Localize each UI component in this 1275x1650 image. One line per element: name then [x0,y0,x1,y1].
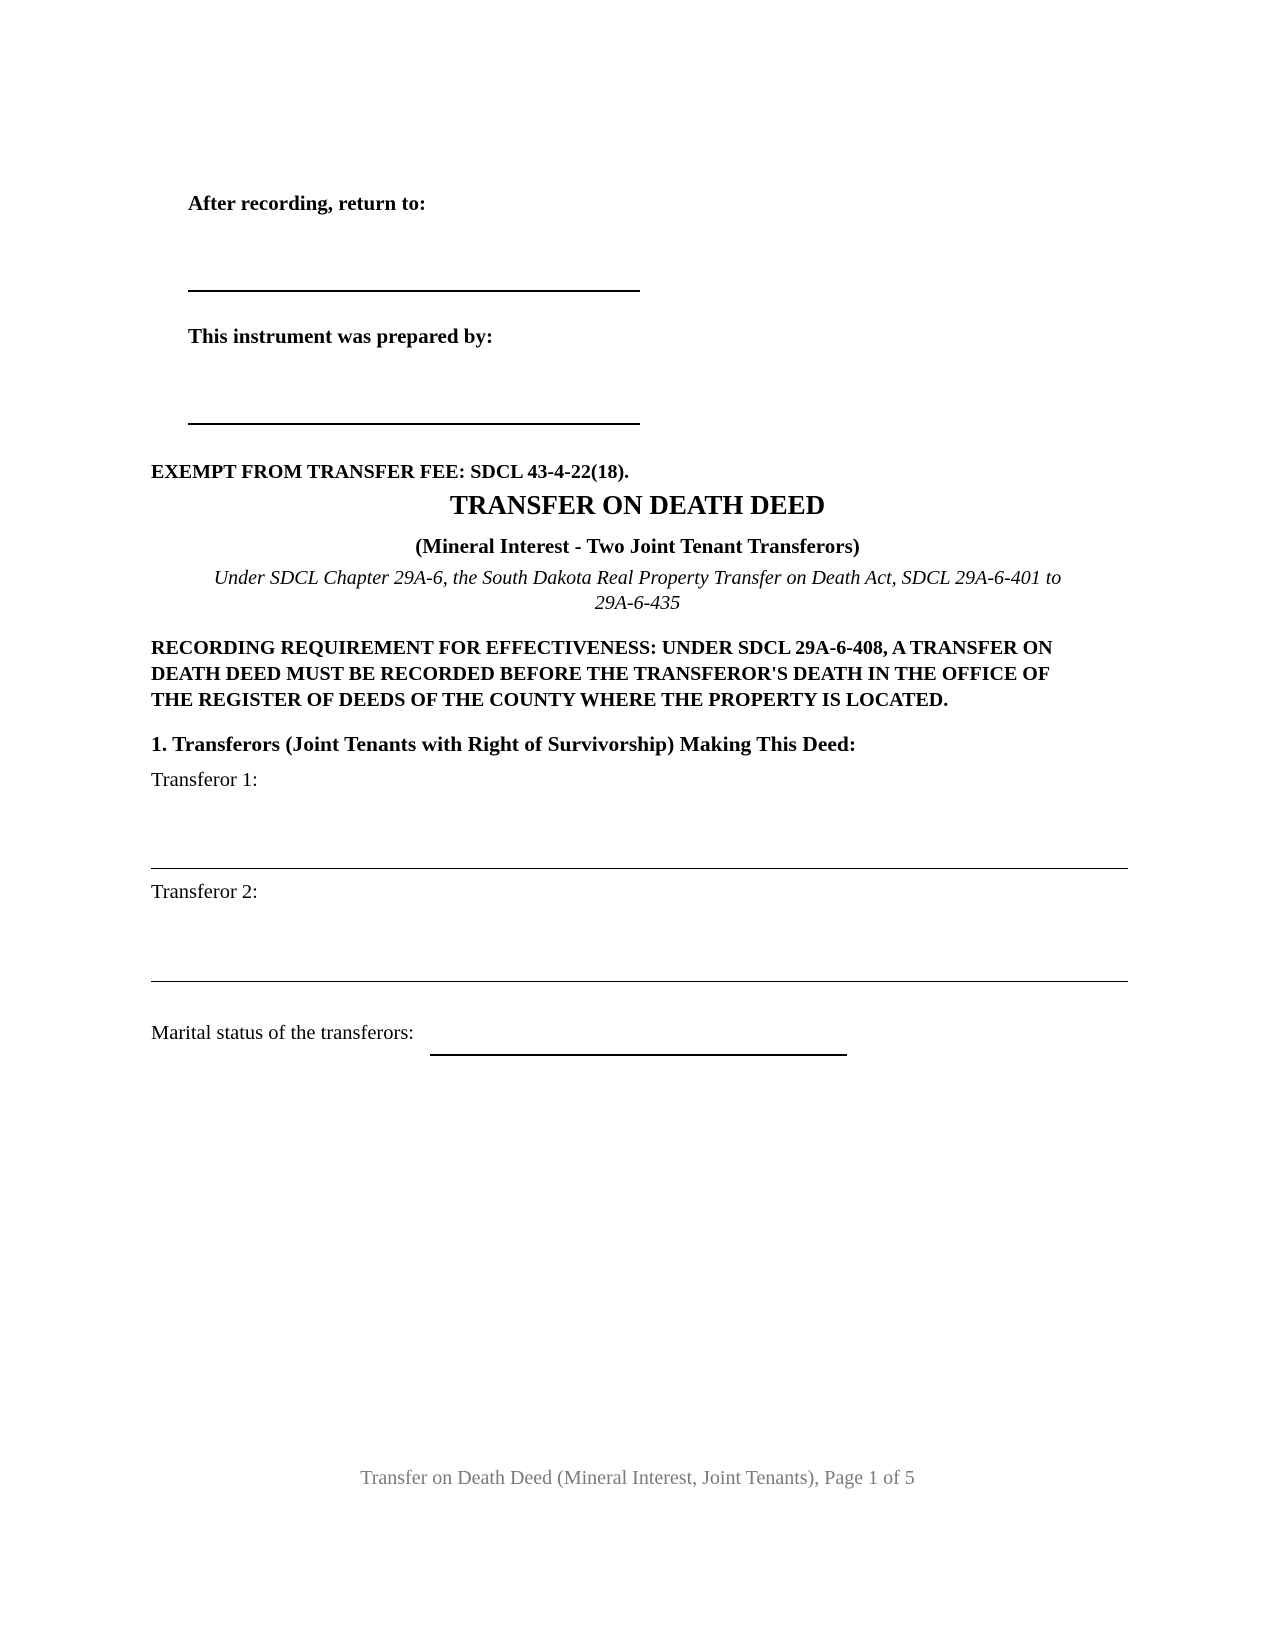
recording-requirement-line: THE REGISTER OF DEEDS OF THE COUNTY WHERE THE PROPERTY IS LOCATED. [151,689,949,711]
prepared-by-line[interactable] [188,423,640,425]
exempt-notice: EXEMPT FROM TRANSFER FEE: SDCL 43-4-22(18). [151,461,630,483]
section-1-heading: 1. Transferors (Joint Tenants with Right of Survivorship) Making This Deed: [151,732,857,756]
statute-reference [151,566,1124,616]
recording-requirement-line: RECORDING REQUIREMENT FOR EFFECTIVENESS: UNDER SDCL 29A-6-408, A TRANSFER ON [151,637,1053,659]
return-to-label: After recording, return to: [188,191,426,215]
recording-requirement-line: DEATH DEED MUST BE RECORDED BEFORE THE TRANSFEROR'S DEATH IN THE OFFICE OF [151,663,1051,685]
page-footer: Transfer on Death Deed (Mineral Interest, Joint Tenants), Page 1 of 5 [360,1467,915,1489]
marital-status-label: Marital status of the transferors: [151,1022,415,1044]
statute-line-1: Under SDCL Chapter 29A-6, the South Dakota Real Property Transfer on Death Act, SDCL 29A-6-401 to [213,567,1062,589]
document-title: TRANSFER ON DEATH DEED [449,490,826,520]
recording-requirement [151,635,1131,713]
transferor-2-line[interactable] [151,981,1128,982]
transferor-2-label: Transferor 2: [151,881,258,903]
statute-line-2: 29A-6-435 [594,592,681,614]
document-subtitle: (Mineral Interest - Two Joint Tenant Transferors) [415,534,860,558]
return-to-line[interactable] [188,290,640,292]
prepared-by-label: This instrument was prepared by: [188,324,493,348]
marital-status-line[interactable] [430,1054,847,1056]
transferor-1-label: Transferor 1: [151,769,258,791]
transferor-1-line[interactable] [151,868,1128,869]
